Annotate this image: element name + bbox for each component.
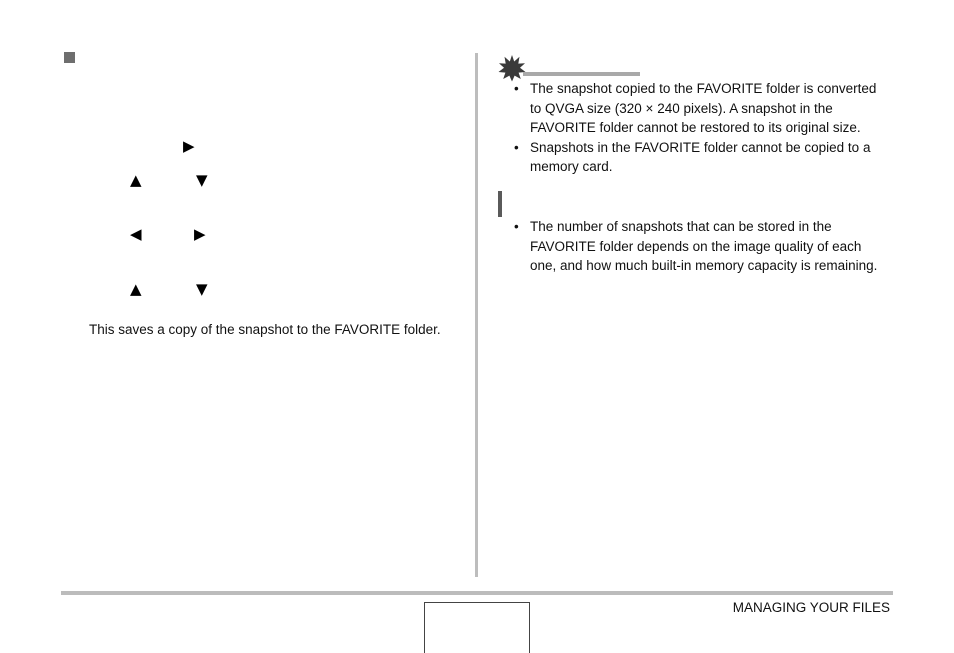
down-arrow-icon: ▼ bbox=[196, 171, 208, 189]
right-arrow-icon: ▶ bbox=[194, 225, 206, 243]
list-item-line: memory card. bbox=[530, 159, 613, 174]
section-footer-label: MANAGING YOUR FILES bbox=[732, 600, 890, 615]
info-note-list bbox=[500, 217, 900, 276]
step-result-text: This saves a copy of the snapshot to the FAVORITE folder. bbox=[89, 322, 441, 337]
list-item bbox=[500, 138, 900, 177]
footer-rule bbox=[61, 591, 893, 595]
up-arrow-icon: ▲ bbox=[130, 171, 142, 189]
left-arrow-icon: ◀ bbox=[130, 225, 142, 243]
note-header-rule bbox=[523, 72, 640, 76]
list-item bbox=[500, 217, 900, 276]
page-number-box bbox=[424, 602, 530, 653]
list-item-line: • The snapshot copied to the FAVORITE folder is converted bbox=[530, 81, 877, 96]
list-item bbox=[500, 79, 900, 138]
column-divider bbox=[475, 53, 478, 577]
right-arrow-icon: ▶ bbox=[183, 137, 195, 155]
info-header-bar bbox=[498, 191, 502, 217]
list-item-line: FAVORITE folder depends on the image quality of each bbox=[530, 238, 862, 254]
up-arrow-icon: ▲ bbox=[130, 280, 142, 298]
list-item-line: to QVGA size (320 × 240 pixels). A snapshot in the bbox=[530, 100, 833, 116]
section-marker-square bbox=[64, 52, 75, 63]
list-item-line: FAVORITE folder cannot be restored to its original size. bbox=[530, 120, 861, 135]
list-item-line: • Snapshots in the FAVORITE folder cannot be copied to a bbox=[530, 139, 871, 155]
important-note-list bbox=[500, 79, 900, 177]
down-arrow-icon: ▼ bbox=[196, 280, 208, 298]
list-item-line: one, and how much built-in memory capacity is remaining. bbox=[530, 258, 878, 273]
list-item-line: • The number of snapshots that can be stored in the bbox=[530, 219, 832, 234]
important-burst-icon bbox=[498, 54, 526, 82]
